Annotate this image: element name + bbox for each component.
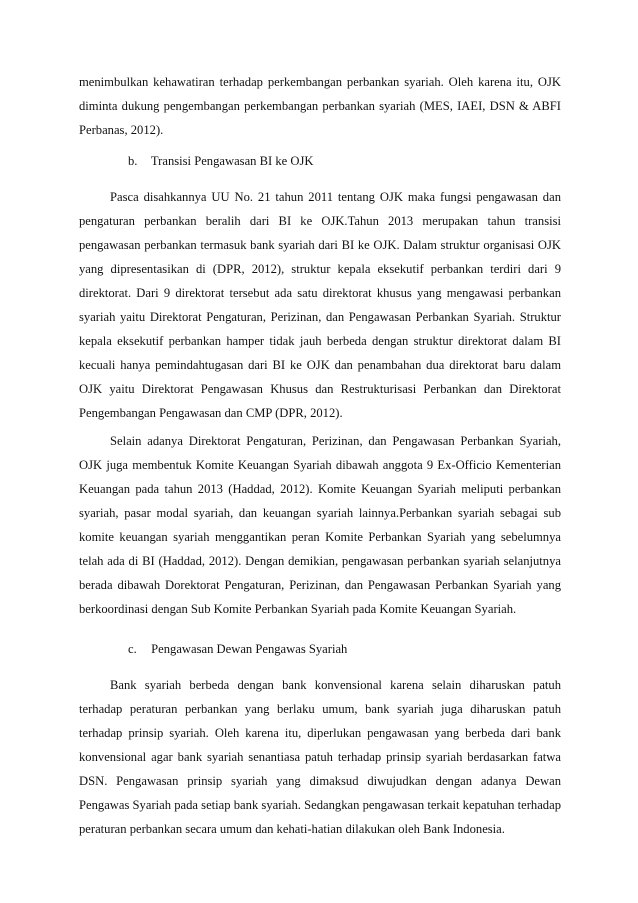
paragraph-ojk-transition: Pasca disahkannya UU No. 21 tahun 2011 tentang OJK maka fungsi pengawasan dan pengaturan perbankan beralih dari BI ke OJK.Tahun 2013 merupakan tahun transisi pengawasan perbankan termasuk bank syariah dari BI ke OJK. Dalam struktur organisasi OJK yang dipresentasikan di (DPR, 2012), struktur kepala eksekutif perbankan terdiri dari 9 direktorat. Dari 9 direktorat tersebut ada satu direktorat khusus yang mengawasi perbankan syariah yaitu Direktorat Pengaturan, Perizinan, dan Pengawasan Perbankan Syariah. Struktur kepala eksekutif perbankan hamper tidak jauh berbeda dengan struktur direktorat dalam BI kecuali hanya pemindahtugasan dari BI ke OJK dan penambahan dua direktorat baru dalam OJK yaitu Direktorat Pengawasan Khusus dan Restrukturisasi Perbankan dan Direktorat Pengembangan Pengawasan dan CMP (DPR, 2012).: [79, 190, 561, 420]
paragraph-continuation: menimbulkan kehawatiran terhadap perkembangan perbankan syariah. Oleh karena itu, OJK diminta dukung pengembangan perkembangan perbankan syariah (MES, IAEI, DSN & ABFI Perbanas, 2012).: [79, 75, 561, 137]
heading-title: Pengawasan Dewan Pengawas Syariah: [151, 642, 348, 656]
paragraph-dewan-pengawas: Bank syariah berbeda dengan bank konvensional karena selain diharuskan patuh terhadap peraturan perbankan yang berlaku umum, bank syariah juga diharuskan patuh terhadap prinsip syariah. Oleh karena itu, diperlukan pengawasan yang berbeda dari bank konvensional agar bank syariah senantiasa patuh terhadap prinsip syariah berdasarkan fatwa DSN. Pengawasan prinsip syariah yang dimaksud diwujudkan dengan adanya Dewan Pengawas Syariah pada setiap bank syariah. Sedangkan pengawasan terkait kepatuhan terhadap peraturan perbankan secara umum dan kehati-hatian dilakukan oleh Bank Indonesia.: [79, 678, 561, 836]
paragraph-komite-keuangan: Selain adanya Direktorat Pengaturan, Perizinan, dan Pengawasan Perbankan Syariah, OJK juga membentuk Komite Keuangan Syariah dibawah anggota 9 Ex-Officio Kementerian Keuangan pada tahun 2013 (Haddad, 2012). Komite Keuangan Syariah meliputi perbankan syariah, pasar modal syariah, dan keuangan syariah lainnya.Perbankan syariah sebagai sub komite keuangan syariah menggantikan peran Komite Perbankan Syariah yang sebelumnya telah ada di BI (Haddad, 2012). Dengan demikian, pengawasan perbankan syariah selanjutnya berada dibawah Dorektorat Pengaturan, Perizinan, dan Pengawasan Perbankan Syariah yang berkoordinasi dengan Sub Komite Perbankan Syariah pada Komite Keuangan Syariah.: [79, 434, 561, 616]
heading-title: Transisi Pengawasan BI ke OJK: [150, 154, 314, 168]
heading-marker: b.: [128, 154, 138, 168]
section-heading-c: [128, 637, 347, 661]
heading-marker: c.: [128, 642, 137, 656]
section-heading-b: [128, 149, 313, 173]
